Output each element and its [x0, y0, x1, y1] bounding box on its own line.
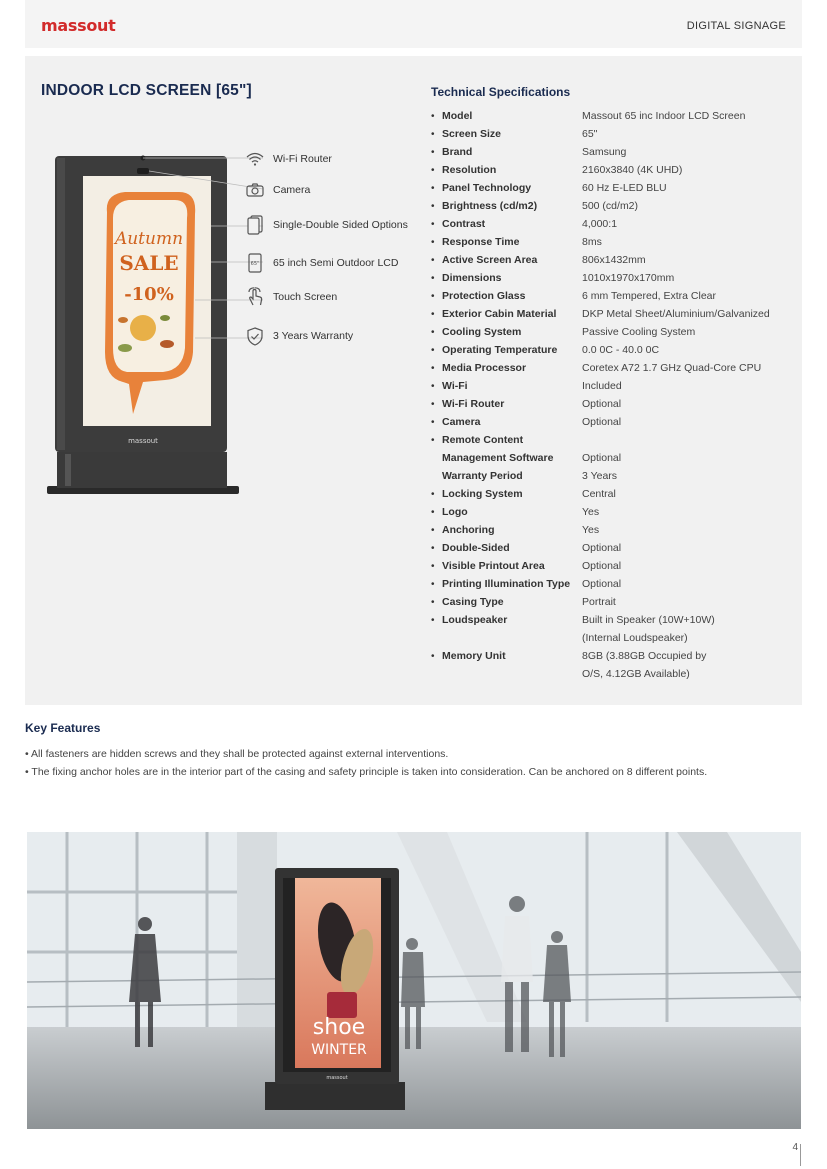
spec-label: Logo — [442, 506, 468, 518]
spec-label: Memory Unit — [442, 650, 506, 662]
spec-value: 2160x3840 (4K UHD) — [582, 164, 683, 176]
spec-value: Optional — [582, 560, 622, 572]
spec-bullet: • — [431, 362, 435, 374]
spec-label: Contrast — [442, 218, 486, 230]
spec-row — [431, 431, 791, 449]
spec-label: Visible Printout Area — [442, 560, 545, 572]
spec-bullet: • — [431, 416, 435, 428]
spec-label: Locking System — [442, 488, 523, 500]
spec-bullet: • — [431, 614, 435, 626]
spec-bullet: • — [431, 182, 435, 194]
spec-bullet: • — [431, 308, 435, 320]
spec-value: 4,000:1 — [582, 218, 618, 230]
feature-label: Wi-Fi Router — [273, 153, 332, 165]
photo-kiosk-logo: massout — [326, 1075, 348, 1081]
spec-label: Exterior Cabin Material — [442, 308, 557, 320]
feature-label: Touch Screen — [273, 291, 338, 303]
spec-value: Portrait — [582, 596, 616, 608]
spec-bullet: • — [431, 542, 435, 554]
svg-text:65": 65" — [250, 261, 260, 267]
feature-double-sided — [245, 214, 408, 236]
spec-label: Brand — [442, 146, 473, 158]
spec-value: Built in Speaker (10W+10W) — [582, 614, 715, 626]
camera-icon — [245, 180, 265, 200]
spec-value: O/S, 4.12GB Available) — [582, 668, 690, 680]
spec-row — [431, 161, 791, 179]
kiosk-logo: massout — [128, 437, 158, 445]
feature-warranty — [245, 325, 353, 347]
spec-label: Response Time — [442, 236, 520, 248]
spec-bullet: • — [431, 326, 435, 338]
spec-value: Passive Cooling System — [582, 326, 696, 338]
spec-value: DKP Metal Sheet/Aluminium/Galvanized — [582, 308, 770, 320]
spec-row — [431, 287, 791, 305]
spec-row — [431, 629, 791, 647]
spec-value: Coretex A72 1.7 GHz Quad-Core CPU — [582, 362, 762, 374]
spec-value: 0.0 0C - 40.0 0C — [582, 344, 660, 356]
spec-row — [431, 305, 791, 323]
spec-row — [431, 233, 791, 251]
wifi-icon — [245, 149, 265, 169]
spec-value: Yes — [582, 506, 600, 518]
spec-bullet: • — [431, 398, 435, 410]
spec-value: Included — [582, 380, 622, 392]
spec-value: 1010x1970x170mm — [582, 272, 675, 284]
spec-row — [431, 197, 791, 215]
spec-title: Technical Specifications — [431, 85, 571, 99]
spec-row — [431, 215, 791, 233]
spec-row — [431, 539, 791, 557]
spec-label: Double-Sided — [442, 542, 510, 554]
spec-row — [431, 485, 791, 503]
spec-label: Panel Technology — [442, 182, 532, 194]
spec-row — [431, 395, 791, 413]
spec-label: Active Screen Area — [442, 254, 538, 266]
document-category: DIGITAL SIGNAGE — [686, 20, 786, 32]
spec-label: Management Software — [442, 452, 554, 464]
feature-label: 65 inch Semi Outdoor LCD — [273, 257, 399, 269]
spec-bullet: • — [431, 236, 435, 248]
spec-label: Remote Content — [442, 434, 524, 446]
spec-label: Model — [442, 110, 473, 122]
brand-logo: massout — [41, 16, 116, 35]
spec-value: 8GB (3.88GB Occupied by — [582, 650, 707, 662]
photo-poster-winter: WINTER — [311, 1042, 367, 1058]
screen-65-icon — [245, 253, 265, 273]
spec-value: 65" — [582, 128, 598, 140]
spec-bullet: • — [431, 272, 435, 284]
spec-value: Optional — [582, 398, 622, 410]
spec-row — [431, 323, 791, 341]
spec-label: Printing Illumination Type — [442, 578, 571, 590]
spec-row — [431, 359, 791, 377]
spec-value: Optional — [582, 578, 622, 590]
spec-row — [431, 449, 791, 467]
page-header — [25, 0, 802, 48]
spec-label: Wi-Fi Router — [442, 398, 505, 410]
spec-label: Dimensions — [442, 272, 502, 284]
spec-value: 8ms — [582, 236, 602, 248]
spec-row — [431, 377, 791, 395]
spec-bullet: • — [431, 128, 435, 140]
spec-bullet: • — [431, 218, 435, 230]
spec-row — [431, 557, 791, 575]
poster-discount-text: -10% — [124, 284, 174, 305]
spec-bullet: • — [431, 380, 435, 392]
spec-row — [431, 179, 791, 197]
spec-value: Optional — [582, 542, 622, 554]
spec-row — [431, 107, 791, 125]
spec-row — [431, 593, 791, 611]
spec-label: Warranty Period — [442, 470, 523, 482]
spec-value: Central — [582, 488, 616, 500]
spec-bullet: • — [431, 560, 435, 572]
spec-bullet: • — [431, 344, 435, 356]
spec-bullet: • — [431, 164, 435, 176]
spec-value: 60 Hz E-LED BLU — [582, 182, 667, 194]
kiosk-illustration — [45, 152, 265, 507]
spec-value: Massout 65 inc Indoor LCD Screen — [582, 110, 746, 122]
key-feature-item: • The fixing anchor holes are in the interior part of the casing and safety principle is taken into consideration. Can be anchored on 8 different points. — [25, 766, 708, 778]
spec-table — [431, 107, 791, 683]
key-feature-item: • All fasteners are hidden screws and they shall be protected against external interventions. — [25, 748, 449, 760]
spec-bullet: • — [431, 200, 435, 212]
key-features-list — [25, 745, 805, 781]
feature-label: Single-Double Sided Options — [273, 219, 408, 231]
spec-row — [431, 251, 791, 269]
spec-bullet: • — [431, 578, 435, 590]
spec-value: Yes — [582, 524, 600, 536]
touch-icon — [245, 287, 265, 307]
product-panel — [25, 56, 802, 705]
feature-65-inch — [245, 252, 398, 274]
spec-label: Brightness (cd/m2) — [442, 200, 538, 212]
spec-label: Wi-Fi — [442, 380, 468, 392]
spec-row — [431, 413, 791, 431]
spec-value: 6 mm Tempered, Extra Clear — [582, 290, 717, 302]
spec-value: 3 Years — [582, 470, 618, 482]
spec-label: Screen Size — [442, 128, 501, 140]
spec-row — [431, 269, 791, 287]
spec-row — [431, 125, 791, 143]
spec-value: 806x1432mm — [582, 254, 646, 266]
spec-bullet: • — [431, 110, 435, 122]
spec-value: Optional — [582, 452, 622, 464]
lifestyle-photo — [27, 832, 801, 1129]
page-number: 4 — [792, 1142, 798, 1153]
spec-row — [431, 665, 791, 683]
spec-label: Anchoring — [442, 524, 495, 536]
spec-row — [431, 143, 791, 161]
spec-bullet: • — [431, 650, 435, 662]
product-title: INDOOR LCD SCREEN [65"] — [41, 82, 252, 99]
spec-bullet: • — [431, 488, 435, 500]
spec-label: Cooling System — [442, 326, 522, 338]
feature-wifi-router — [245, 148, 332, 170]
spec-row — [431, 341, 791, 359]
spec-label: Resolution — [442, 164, 497, 176]
double-screen-icon — [245, 215, 265, 235]
spec-row — [431, 521, 791, 539]
poster-sale-text: SALE — [119, 251, 179, 275]
spec-row — [431, 647, 791, 665]
spec-label: Loudspeaker — [442, 614, 508, 626]
spec-bullet: • — [431, 524, 435, 536]
spec-label: Casing Type — [442, 596, 504, 608]
feature-label: Camera — [273, 184, 311, 196]
spec-bullet: • — [431, 290, 435, 302]
spec-value: Samsung — [582, 146, 627, 158]
spec-value: 500 (cd/m2) — [582, 200, 639, 212]
spec-bullet: • — [431, 254, 435, 266]
spec-row — [431, 503, 791, 521]
key-features-title: Key Features — [25, 721, 101, 735]
shield-check-icon — [245, 326, 265, 346]
feature-label: 3 Years Warranty — [273, 330, 354, 342]
spec-label: Camera — [442, 416, 481, 428]
spec-label: Protection Glass — [442, 290, 526, 302]
spec-bullet: • — [431, 434, 435, 446]
spec-row — [431, 467, 791, 485]
spec-bullet: • — [431, 146, 435, 158]
spec-row — [431, 611, 791, 629]
spec-bullet: • — [431, 596, 435, 608]
spec-label: Media Processor — [442, 362, 527, 374]
spec-bullet: • — [431, 506, 435, 518]
page-rule — [800, 1144, 801, 1166]
spec-value: Optional — [582, 416, 622, 428]
feature-camera — [245, 179, 310, 201]
photo-poster-shoe: shoe — [312, 1015, 366, 1040]
spec-label: Operating Temperature — [442, 344, 558, 356]
spec-row — [431, 575, 791, 593]
poster-autumn-text: Autumn — [114, 229, 184, 249]
spec-value: (Internal Loudspeaker) — [582, 632, 688, 644]
feature-touch-screen — [245, 286, 337, 308]
